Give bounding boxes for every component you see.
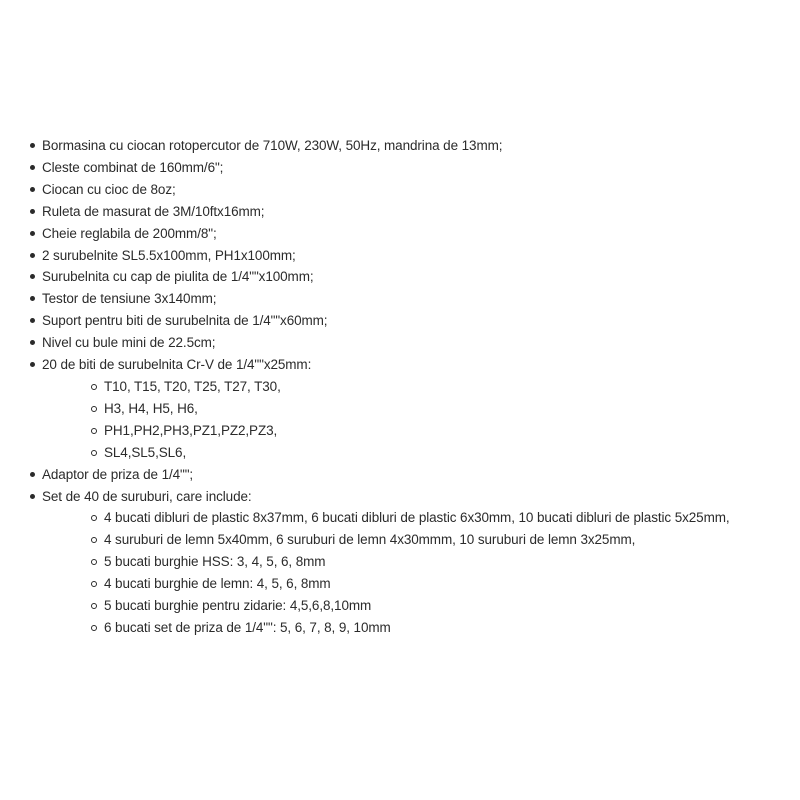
sublist-item (42, 551, 800, 573)
list-item (28, 464, 800, 486)
list-item (28, 354, 800, 464)
list-item-text: Cheie reglabila de 200mm/8"; (42, 225, 217, 241)
sublist-item-text: 6 bucati set de priza de 1/4"": 5, 6, 7, 8, 9, 10mm (104, 619, 391, 635)
circle-bullet-icon (91, 515, 97, 521)
circle-bullet-icon (91, 384, 97, 390)
list-item-text: 20 de biti de surubelnita Cr-V de 1/4""x25mm: (42, 357, 312, 373)
screws-sublist (42, 507, 800, 638)
circle-bullet-icon (91, 581, 97, 587)
list-item-text: Surubelnita cu cap de piulita de 1/4""x100mm; (42, 269, 314, 285)
sublist-item (42, 573, 800, 595)
sublist-item (42, 617, 800, 639)
sublist-item-text: 4 bucati burghie de lemn: 4, 5, 6, 8mm (104, 576, 331, 592)
bullet-icon (30, 340, 35, 345)
list-item-text: Suport pentru biti de surubelnita de 1/4""x60mm; (42, 313, 328, 329)
list-item-text: Set de 40 de suruburi, care include: (42, 488, 252, 504)
sublist-item (42, 376, 800, 398)
product-contents-list (28, 135, 800, 639)
list-item-text: Ruleta de masurat de 3M/10ftx16mm; (42, 203, 265, 219)
bullet-icon (30, 253, 35, 258)
list-item-text: Ciocan cu cioc de 8oz; (42, 181, 176, 197)
sublist-item-text: T10, T15, T20, T25, T27, T30, (104, 378, 281, 394)
bits-sublist (42, 376, 800, 464)
list-item-text: Cleste combinat de 160mm/6"; (42, 159, 224, 175)
circle-bullet-icon (91, 537, 97, 543)
circle-bullet-icon (91, 559, 97, 565)
sublist-item (42, 398, 800, 420)
bullet-icon (30, 187, 35, 192)
list-item-text: Adaptor de priza de 1/4""; (42, 466, 194, 482)
list-item (28, 310, 800, 332)
sublist-item-text: SL4,SL5,SL6, (104, 444, 187, 460)
bullet-icon (30, 165, 35, 170)
sublist-item (42, 595, 800, 617)
bullet-icon (30, 494, 35, 499)
list-item (28, 179, 800, 201)
sublist-item-text: 4 suruburi de lemn 5x40mm, 6 suruburi de lemn 4x30mmm, 10 suruburi de lemn 3x25mm, (104, 532, 636, 548)
bullet-icon (30, 296, 35, 301)
circle-bullet-icon (91, 625, 97, 631)
sublist-item-text: H3, H4, H5, H6, (104, 400, 198, 416)
sublist-item (42, 507, 800, 529)
bullet-icon (30, 318, 35, 323)
bullet-icon (30, 231, 35, 236)
sublist-item-text: PH1,PH2,PH3,PZ1,PZ2,PZ3, (104, 422, 278, 438)
list-item (28, 332, 800, 354)
circle-bullet-icon (91, 450, 97, 456)
list-item (28, 266, 800, 288)
sublist-item (42, 529, 800, 551)
list-item (28, 245, 800, 267)
circle-bullet-icon (91, 406, 97, 412)
list-item (28, 201, 800, 223)
list-item-text: Nivel cu bule mini de 22.5cm; (42, 335, 216, 351)
circle-bullet-icon (91, 603, 97, 609)
list-item (28, 486, 800, 639)
bullet-icon (30, 362, 35, 367)
sublist-item (42, 420, 800, 442)
sublist-item-text: 4 bucati dibluri de plastic 8x37mm, 6 bucati dibluri de plastic 6x30mm, 10 bucati dibluri de plastic 5x25mm, (104, 510, 730, 526)
list-item-text: 2 surubelnite SL5.5x100mm, PH1x100mm; (42, 247, 296, 263)
bullet-icon (30, 472, 35, 477)
list-item (28, 157, 800, 179)
bullet-icon (30, 143, 35, 148)
sublist-item (42, 442, 800, 464)
circle-bullet-icon (91, 428, 97, 434)
bullet-icon (30, 209, 35, 214)
list-item-text: Bormasina cu ciocan rotopercutor de 710W, 230W, 50Hz, mandrina de 13mm; (42, 138, 503, 153)
bullet-icon (30, 274, 35, 279)
list-item (28, 223, 800, 245)
list-item (28, 135, 800, 157)
sublist-item-text: 5 bucati burghie pentru zidarie: 4,5,6,8,10mm (104, 598, 372, 614)
list-item (28, 288, 800, 310)
sublist-item-text: 5 bucati burghie HSS: 3, 4, 5, 6, 8mm (104, 554, 326, 570)
list-item-text: Testor de tensiune 3x140mm; (42, 291, 217, 307)
